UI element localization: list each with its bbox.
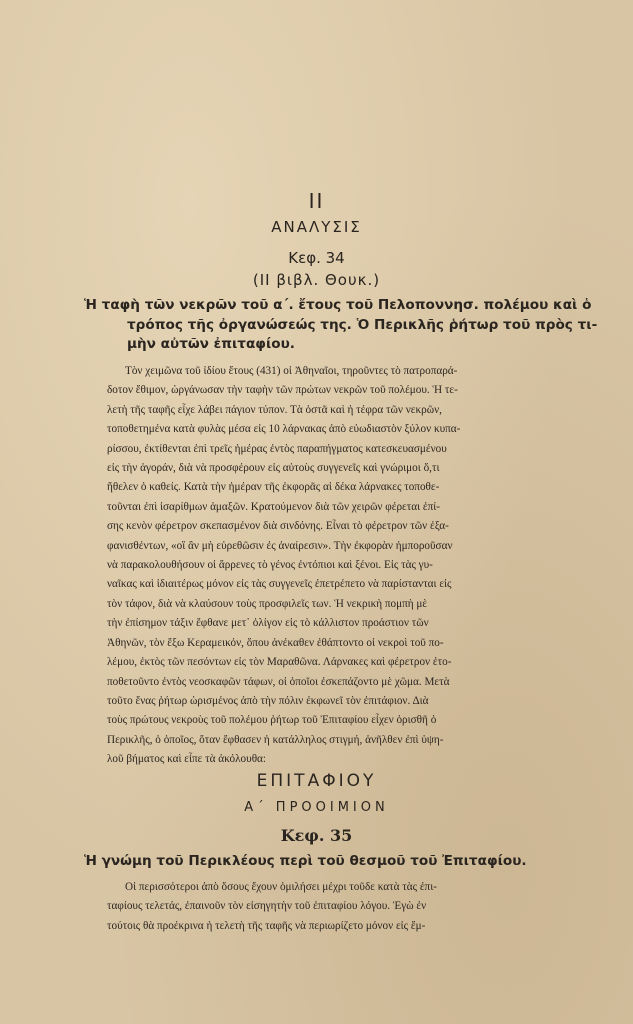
text-line: ποθετοῦντο ἐντὸς νεοσκαφῶν τάφων, οἱ ὁποῖοι ἐσκεπάζοντο μὲ χῶμα. Μετὰ	[107, 675, 450, 688]
text-line: Ἀθηνῶν, τὸν ἔξω Κεραμεικόν, ὅπου ἀνέκαθεν ἐθάπτοντο οἱ νεκροὶ τοῦ πο-	[107, 636, 444, 649]
text-line: εἰς τὴν ἀγοράν, διὰ νὰ προσφέρουν εἰς αὐτοὺς συγγενεῖς καὶ γνώριμοι ὅ,τι	[107, 462, 440, 475]
chapter-number-35: Κεφ. 35	[280, 826, 353, 845]
section-heading-2	[84, 852, 589, 872]
text-line: σης κενὸν φέρετρον σκεπασμένον διὰ σινδόνης. Εἶναι τὸ φέρετρον τῶν ἐξα-	[107, 520, 449, 533]
body-paragraph-2	[107, 878, 592, 936]
chapter-roman-numeral: II	[308, 189, 325, 213]
text-line: Τὸν χειμῶνα τοῦ ἰδίου ἔτους (431) οἱ Ἀθηναῖοι, τηροῦντες τὸ πατροπαρά-	[125, 365, 458, 377]
text-line: τοὺς πρώτους νεκροὺς τοῦ πολέμου ῥήτωρ τοῦ Ἐπιταφίου εἶχεν ὁρισθῆ ὁ	[107, 714, 437, 727]
text-line: φανισθέντων, «οἳ ἂν μὴ εὑρεθῶσιν ἐς ἀναίρεσιν». Τὴν ἐκφορὰν ἠμποροῦσαν	[107, 539, 453, 552]
text-line: νὰ παρακολουθήσουν οἱ ἄρρενες τὸ γένος ἐντόπιοι καὶ ξένοι. Εἰς τὰς γυ-	[107, 559, 433, 572]
text-line: τὴν ἐπίσημον τάξιν ἔφθανε μετ᾽ ὀλίγον εἰς τὸ κάλλιστον προάστιον τῶν	[107, 617, 429, 630]
text-line: τὸν τάφον, διὰ νὰ κλαύσουν τοὺς προσφιλεῖς των. Ἡ νεκρικὴ πομπὴ μὲ	[107, 597, 428, 610]
text-line: ρίσσου, ἐκτίθενται ἐπὶ τρεῖς ἡμέρας ἐντὸς παραπήγματος κατεσκευασμένου	[107, 442, 447, 455]
text-line: τοῦτο ἕνας ῥήτωρ ὡρισμένος ἀπὸ τὴν πόλιν ἐκφωνεῖ τὸν ἐπιτάφιον. Διὰ	[107, 694, 429, 707]
book-reference: (II βιβλ. Θουκ.)	[252, 271, 381, 289]
text-line: τοποθετημένα κατὰ φυλὰς μέσα εἰς 10 λάρνακας ἀπὸ εὐωδιαστὸν ξύλον κυπα-	[107, 423, 461, 436]
text-line: λοῦ βήματος καὶ εἶπε τὰ ἀκόλουθα:	[107, 753, 267, 766]
body-paragraph-1	[107, 362, 592, 770]
text-line: τούτοις θὰ προέκρινα ἡ τελετὴ τῆς ταφῆς νὰ περιωρίζετο μόνον εἰς ἔμ-	[107, 919, 426, 932]
text-line: ταφίους τελετάς, ἐπαινοῦν τὸν εἰσηγητὴν τοῦ ἐπιταφίου λόγου. Ἐγὼ ἐν	[107, 900, 427, 913]
text-line: λέμου, ἐκτὸς τῶν πεσόντων εἰς τὸν Μαραθῶνα. Λάρνακες καὶ φέρετρον ἐτο-	[107, 656, 452, 669]
prooimion-subtitle: Α΄ ΠΡΟΟΙΜΙΟΝ	[244, 800, 389, 815]
chapter-number-34: Κεφ. 34	[288, 249, 345, 267]
section-heading-1	[84, 296, 598, 355]
text-line: τοῦνται ἐπὶ ἰσαρίθμων ἁμαξῶν. Κρατούμενον διὰ τῶν χειρῶν φέρεται ἐπί-	[107, 500, 440, 513]
analysis-title: ΑΝΑΛΥΣΙΣ	[271, 218, 362, 236]
heading2-text: Ἡ γνώμη τοῦ Περικλέους περὶ τοῦ θεσμοῦ τοῦ Ἐπιταφίου.	[84, 853, 527, 869]
text-line: Οἱ περισσότεροι ἀπὸ ὅσους ἔχουν ὁμιλήσει μέχρι τοῦδε κατὰ τὰς ἐπι-	[125, 881, 437, 893]
epitaph-title: ΕΠΙΤΑΦΙΟΥ	[256, 771, 377, 791]
text-line: δοτον ἔθιμον, ὠργάνωσαν τὴν ταφὴν τῶν πρώτων νεκρῶν τοῦ πολέμου. Ἡ τε-	[107, 384, 458, 397]
heading-line-1: Ἡ ταφὴ τῶν νεκρῶν τοῦ α΄. ἔτους τοῦ Πελοποννησ. πολέμου καὶ ὁ	[84, 297, 592, 313]
text-line: Περικλῆς, ὁ ὁποῖος, ὅταν ἔφθασεν ἡ κατάλληλος στιγμή, ἀνῆλθεν ἐπὶ ὑψη-	[107, 733, 444, 746]
text-line: ναῖκας καὶ ἰδιαιτέρως μόνον εἰς τὰς συγγενεῖς ἐπετρέπετο νὰ παρίστανται εἰς	[107, 578, 452, 591]
text-line: ἤθελεν ὁ καθείς. Κατὰ τὴν ἡμέραν τῆς ἐκφορᾶς αἱ δέκα λάρνακες τοποθε-	[107, 481, 440, 494]
heading-line-3: μὴν αὐτῶν ἐπιταφίου.	[127, 336, 295, 352]
text-line: λετὴ τῆς ταφῆς εἶχε λάβει πάγιον τύπον. Τὰ ὀστᾶ καὶ ἡ τέφρα τῶν νεκρῶν,	[107, 403, 442, 416]
heading-line-2: τρόπος τῆς ὀργανώσεώς της. Ὁ Περικλῆς ῥήτωρ τοῦ πρὸς τι-	[127, 316, 598, 333]
